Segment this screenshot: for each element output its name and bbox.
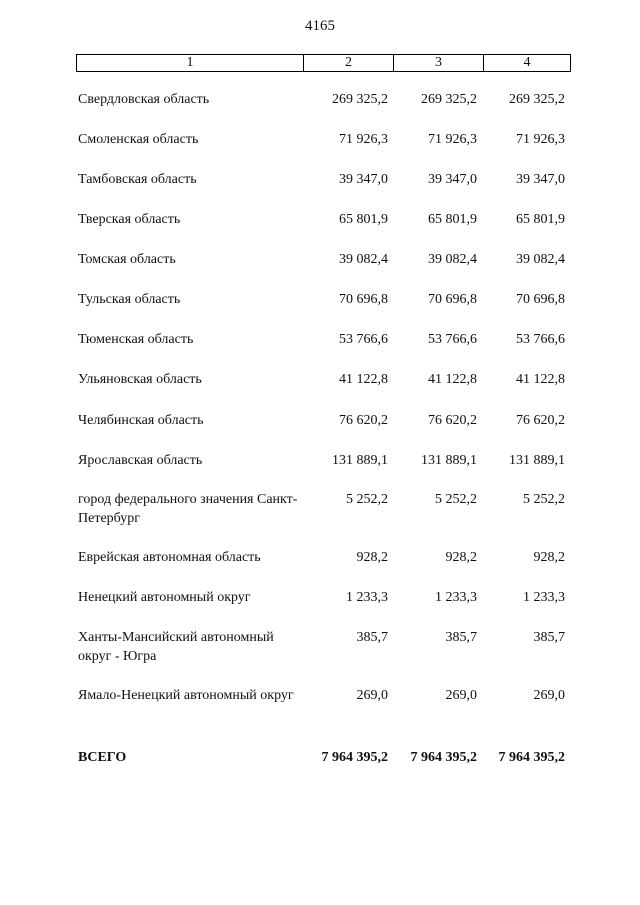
total-col-4: 7 964 395,2: [498, 750, 565, 765]
region-name: Ярославская область: [78, 453, 203, 468]
value-col-2: 1 233,3: [346, 590, 388, 605]
value-col-3: 131 889,1: [421, 453, 477, 468]
value-col-3: 39 082,4: [428, 252, 477, 267]
value-col-2: 39 082,4: [339, 252, 388, 267]
value-col-4: 385,7: [533, 630, 565, 645]
total-label: ВСЕГО: [78, 750, 127, 765]
total-col-2: 7 964 395,2: [321, 750, 388, 765]
value-col-3: 1 233,3: [435, 590, 477, 605]
value-col-2: 269 325,2: [332, 92, 388, 107]
region-name: Ханты-Мансийский автономный округ - Югра: [78, 630, 274, 664]
value-col-2: 65 801,9: [339, 212, 388, 227]
page-number: 4165: [305, 18, 335, 34]
value-col-4: 39 347,0: [516, 172, 565, 187]
value-col-4: 71 926,3: [516, 132, 565, 147]
value-col-3: 70 696,8: [428, 292, 477, 307]
region-name: Тамбовская область: [78, 172, 197, 187]
region-name: Еврейская автономная область: [78, 550, 261, 565]
value-col-4: 1 233,3: [523, 590, 565, 605]
value-col-2: 131 889,1: [332, 453, 388, 468]
value-col-4: 41 122,8: [516, 372, 565, 387]
value-col-4: 70 696,8: [516, 292, 565, 307]
value-col-4: 5 252,2: [523, 492, 565, 507]
total-col-3: 7 964 395,2: [410, 750, 477, 765]
header-cell-1: 1: [186, 55, 194, 70]
value-col-2: 39 347,0: [339, 172, 388, 187]
value-col-4: 269 325,2: [509, 92, 565, 107]
value-col-4: 76 620,2: [516, 413, 565, 428]
value-col-2: 53 766,6: [339, 332, 388, 347]
region-name: Тульская область: [78, 292, 181, 307]
value-col-3: 71 926,3: [428, 132, 477, 147]
value-col-3: 5 252,2: [435, 492, 477, 507]
region-name: Челябинская область: [78, 413, 204, 428]
value-col-3: 269 325,2: [421, 92, 477, 107]
value-col-2: 71 926,3: [339, 132, 388, 147]
region-name: Томская область: [78, 252, 176, 267]
value-col-4: 39 082,4: [516, 252, 565, 267]
value-col-2: 928,2: [356, 550, 388, 565]
region-name: город федерального значения Санкт-Петербург: [78, 492, 298, 526]
value-col-3: 41 122,8: [428, 372, 477, 387]
value-col-3: 65 801,9: [428, 212, 477, 227]
value-col-2: 5 252,2: [346, 492, 388, 507]
header-cell-4: 4: [483, 55, 570, 71]
value-col-3: 269,0: [445, 688, 477, 703]
region-name: Ненецкий автономный округ: [78, 590, 251, 605]
value-col-3: 53 766,6: [428, 332, 477, 347]
region-name: Ульяновская область: [78, 372, 202, 387]
value-col-3: 385,7: [445, 630, 477, 645]
value-col-2: 385,7: [356, 630, 388, 645]
header-cell-3: 3: [393, 55, 483, 71]
value-col-3: 39 347,0: [428, 172, 477, 187]
value-col-4: 131 889,1: [509, 453, 565, 468]
value-col-4: 53 766,6: [516, 332, 565, 347]
value-col-3: 928,2: [445, 550, 477, 565]
header-cell-2: 2: [303, 55, 393, 71]
value-col-3: 76 620,2: [428, 413, 477, 428]
region-name: Свердловская область: [78, 92, 210, 107]
value-col-4: 928,2: [533, 550, 565, 565]
region-name: Смоленская область: [78, 132, 199, 147]
region-name: Ямало-Ненецкий автономный округ: [78, 688, 294, 703]
value-col-2: 70 696,8: [339, 292, 388, 307]
value-col-2: 76 620,2: [339, 413, 388, 428]
value-col-4: 65 801,9: [516, 212, 565, 227]
value-col-2: 41 122,8: [339, 372, 388, 387]
value-col-2: 269,0: [356, 688, 388, 703]
value-col-4: 269,0: [533, 688, 565, 703]
table-header: [76, 54, 571, 72]
region-name: Тюменская область: [78, 332, 194, 347]
region-name: Тверская область: [78, 212, 181, 227]
